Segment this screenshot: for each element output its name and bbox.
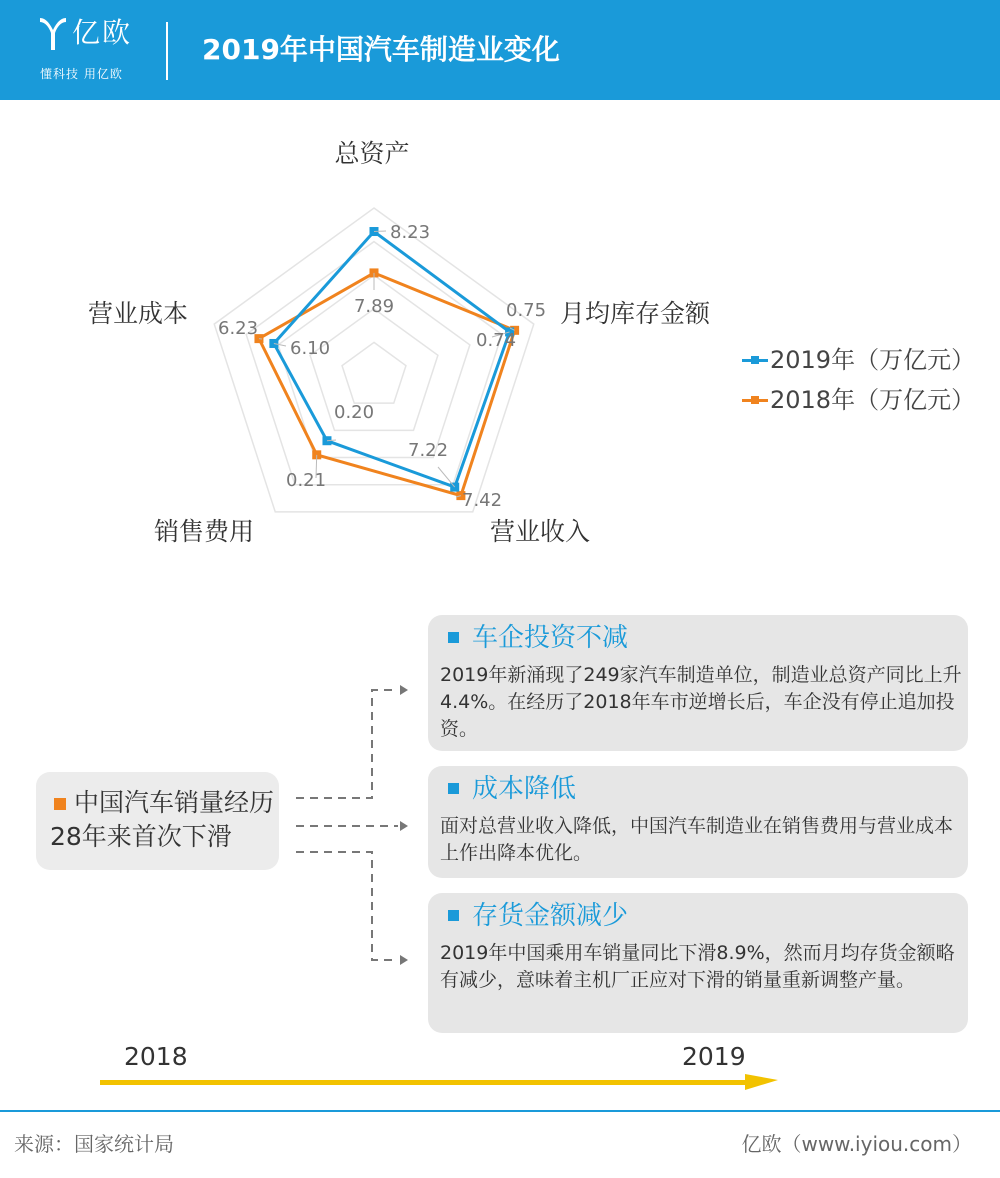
- card-body: 面对总营业收入降低，中国汽车制造业在销售费用与营业成本上作出降本优化。: [440, 815, 954, 864]
- series-2018-data-label: 0.75: [506, 300, 547, 321]
- footer-brand: 亿欧（www.iyiou.com）: [741, 1132, 972, 1156]
- footer-divider: [0, 1110, 1000, 1112]
- legend-label-2018: 2018年（万亿元）: [770, 386, 976, 414]
- series-2019-data-label: 7.22: [408, 440, 449, 461]
- series-2018-data-label: 7.42: [462, 490, 503, 511]
- axis-label: 营业收入: [489, 517, 591, 546]
- timeline-start-label: 2018: [124, 1042, 188, 1071]
- timeline-bar: [100, 1080, 752, 1085]
- footer-source: 来源：国家统计局: [14, 1132, 174, 1156]
- card-body: 2019年新涌现了249家汽车制造单位，制造业总资产同比上升4.4%。在经历了2018年车市逆增长后，车企没有停止追加投资。: [440, 664, 962, 740]
- series-2019-data-label: 8.23: [390, 222, 431, 243]
- card-title: 车企投资不减: [472, 623, 629, 653]
- series-2019-data-label: 0.20: [334, 402, 375, 423]
- legend-label-2019: 2019年（万亿元）: [770, 346, 976, 374]
- axis-label: 总资产: [334, 139, 410, 168]
- card-title: 成本降低: [472, 774, 577, 804]
- logo-slogan: 懂科技 用亿欧: [40, 67, 123, 81]
- card-title: 存货金额减少: [472, 901, 629, 931]
- logo-name: 亿欧: [72, 16, 133, 49]
- series-2018-data-label: 7.89: [353, 296, 395, 317]
- axis-label: 月均库存金额: [560, 299, 711, 328]
- timeline-end-label: 2019: [682, 1042, 746, 1071]
- series-2019-data-label: 0.74: [476, 330, 517, 351]
- axis-label: 营业成本: [87, 299, 188, 328]
- timeline-arrowhead-icon: [745, 1074, 778, 1090]
- series-2018-data-label: 6.23: [218, 318, 259, 339]
- series-2018-data-label: 0.21: [286, 470, 327, 491]
- card-body: 2019年中国乘用车销量同比下滑8.9%，然而月均存货金额略有减少，意味着主机厂正应对下滑的销量重新调整产量。: [440, 942, 955, 991]
- summary-text: 中国汽车销量经历28年来首次下滑: [50, 788, 275, 851]
- axis-label: 销售费用: [153, 517, 255, 546]
- page-title: 2019年中国汽车制造业变化: [202, 33, 560, 66]
- series-2019-data-label: 6.10: [290, 338, 331, 359]
